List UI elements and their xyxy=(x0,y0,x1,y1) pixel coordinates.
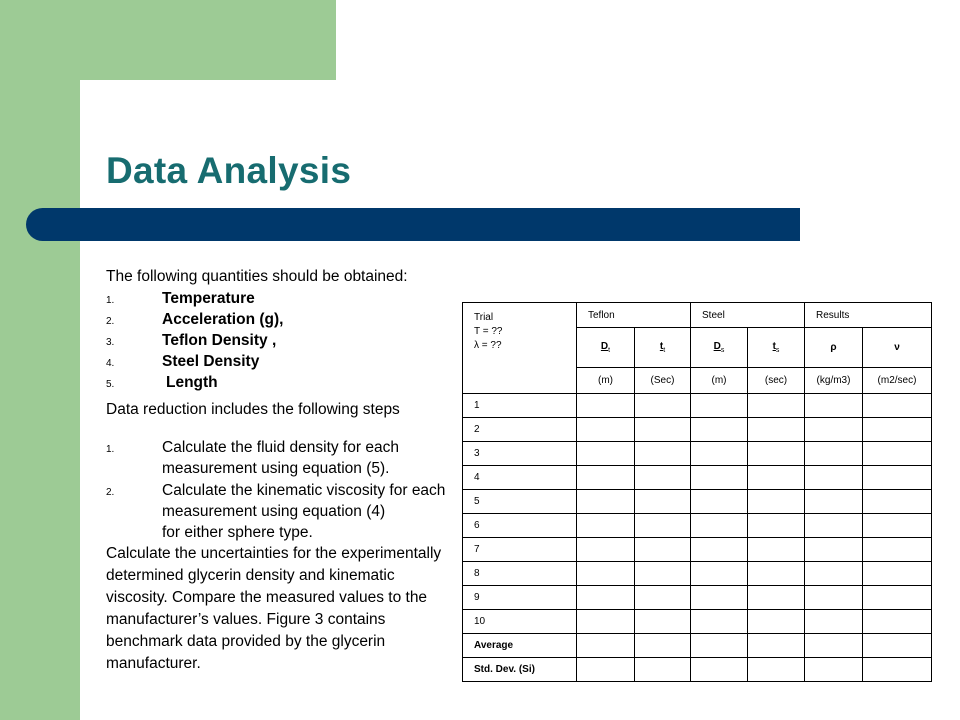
trial-number: 3 xyxy=(463,442,577,466)
step-line: for either sphere type. xyxy=(162,524,313,541)
closing-line: manufacturer’s values. Figure 3 contains xyxy=(106,611,386,628)
closing-line: determined glycerin density and kinematic xyxy=(106,567,395,584)
data-cell[interactable] xyxy=(863,538,932,562)
data-cell[interactable] xyxy=(805,634,863,658)
data-cell[interactable] xyxy=(691,610,748,634)
symbol-rho: ρ xyxy=(830,342,837,353)
quantity-item: Teflon Density , xyxy=(162,332,277,349)
symbol-header xyxy=(577,328,635,368)
data-cell[interactable] xyxy=(635,418,691,442)
symbol-header xyxy=(748,328,805,368)
closing-line: manufacturer. xyxy=(106,655,201,672)
data-cell[interactable] xyxy=(863,658,932,682)
symbol-sub: s xyxy=(720,347,725,354)
data-cell[interactable] xyxy=(691,418,748,442)
unit-header: (m2/sec) xyxy=(863,368,932,394)
group-header-results: Results xyxy=(805,303,932,328)
data-cell[interactable] xyxy=(691,442,748,466)
data-cell[interactable] xyxy=(805,514,863,538)
list-number: 3. xyxy=(106,337,115,348)
closing-line: viscosity. Compare the measured values to the xyxy=(106,589,428,606)
data-cell[interactable] xyxy=(577,394,635,418)
data-cell[interactable] xyxy=(863,490,932,514)
quantity-item: Temperature xyxy=(162,290,255,307)
data-cell[interactable] xyxy=(577,418,635,442)
data-cell[interactable] xyxy=(805,586,863,610)
data-cell[interactable] xyxy=(805,538,863,562)
trial-number: 1 xyxy=(463,394,577,418)
data-cell[interactable] xyxy=(805,418,863,442)
data-cell[interactable] xyxy=(863,586,932,610)
step-line: Calculate the fluid density for each xyxy=(162,439,399,456)
trial-header-cell xyxy=(463,303,577,394)
table-row xyxy=(463,514,932,538)
data-cell[interactable] xyxy=(577,442,635,466)
step-line: measurement using equation (5). xyxy=(162,460,390,477)
data-cell[interactable] xyxy=(635,514,691,538)
symbol-base: D xyxy=(713,341,721,352)
trial-label: Trial xyxy=(474,312,494,323)
symbol-header xyxy=(863,328,932,368)
trial-number: 8 xyxy=(463,562,577,586)
list-number: 1. xyxy=(106,444,115,455)
closing-line: benchmark data provided by the glycerin xyxy=(106,633,386,650)
quantity-item: Length xyxy=(166,374,218,391)
list-number: 2. xyxy=(106,487,115,498)
closing-line: Calculate the uncertainties for the experimentally xyxy=(106,545,442,562)
data-cell[interactable] xyxy=(635,634,691,658)
symbol-header xyxy=(635,328,691,368)
unit-header: (sec) xyxy=(748,368,805,394)
summary-label: Std. Dev. (Si) xyxy=(463,658,577,682)
data-cell[interactable] xyxy=(635,586,691,610)
data-cell[interactable] xyxy=(577,538,635,562)
trial-number: 10 xyxy=(463,610,577,634)
symbol-nu: ν xyxy=(894,342,900,353)
symbol-base: t xyxy=(659,341,664,352)
symbol-base: D xyxy=(600,341,609,352)
data-cell[interactable] xyxy=(748,658,805,682)
symbol-sub: s xyxy=(775,347,780,354)
data-cell[interactable] xyxy=(805,658,863,682)
data-cell[interactable] xyxy=(635,394,691,418)
data-cell[interactable] xyxy=(748,634,805,658)
data-cell[interactable] xyxy=(863,394,932,418)
data-cell[interactable] xyxy=(863,634,932,658)
table-row xyxy=(463,394,932,418)
data-cell[interactable] xyxy=(748,586,805,610)
data-cell[interactable] xyxy=(805,562,863,586)
trial-number: 9 xyxy=(463,586,577,610)
data-cell[interactable] xyxy=(863,514,932,538)
data-cell[interactable] xyxy=(635,538,691,562)
data-cell[interactable] xyxy=(635,610,691,634)
unit-header: (kg/m3) xyxy=(805,368,863,394)
symbol-sub: t xyxy=(608,347,611,354)
data-cell[interactable] xyxy=(691,538,748,562)
data-cell[interactable] xyxy=(748,394,805,418)
data-cell[interactable] xyxy=(805,442,863,466)
symbol-base: t xyxy=(772,341,776,352)
list-number: 5. xyxy=(106,379,115,390)
data-cell[interactable] xyxy=(635,490,691,514)
data-cell[interactable] xyxy=(577,490,635,514)
data-cell[interactable] xyxy=(691,490,748,514)
data-cell[interactable] xyxy=(691,466,748,490)
table-row xyxy=(463,610,932,634)
data-cell[interactable] xyxy=(577,658,635,682)
intro-text: The following quantities should be obtained: xyxy=(106,268,408,285)
data-cell[interactable] xyxy=(748,562,805,586)
summary-row xyxy=(463,634,932,658)
list-number: 1. xyxy=(106,295,115,306)
unit-header: (m) xyxy=(577,368,635,394)
data-cell[interactable] xyxy=(577,466,635,490)
trial-number: 6 xyxy=(463,514,577,538)
data-cell[interactable] xyxy=(577,514,635,538)
data-cell[interactable] xyxy=(691,394,748,418)
data-cell[interactable] xyxy=(748,490,805,514)
data-cell[interactable] xyxy=(863,442,932,466)
data-cell[interactable] xyxy=(748,538,805,562)
data-cell[interactable] xyxy=(691,514,748,538)
trial-number: 4 xyxy=(463,466,577,490)
trial-number: 2 xyxy=(463,418,577,442)
data-cell[interactable] xyxy=(691,658,748,682)
slide-title: Data Analysis xyxy=(106,150,352,191)
unit-header: (Sec) xyxy=(635,368,691,394)
data-cell[interactable] xyxy=(577,562,635,586)
data-cell[interactable] xyxy=(635,442,691,466)
data-cell[interactable] xyxy=(863,610,932,634)
quantity-item: Steel Density xyxy=(162,353,260,370)
data-cell[interactable] xyxy=(805,610,863,634)
left-accent-bar xyxy=(0,0,80,720)
data-cell[interactable] xyxy=(863,562,932,586)
table-row xyxy=(463,418,932,442)
data-cell[interactable] xyxy=(577,610,635,634)
data-cell[interactable] xyxy=(863,418,932,442)
data-cell[interactable] xyxy=(635,466,691,490)
list-number: 4. xyxy=(106,358,115,369)
symbol-header xyxy=(805,328,863,368)
trial-number: 5 xyxy=(463,490,577,514)
symbol-header xyxy=(691,328,748,368)
step-line: measurement using equation (4) xyxy=(162,503,386,520)
data-cell[interactable] xyxy=(691,634,748,658)
summary-label: Average xyxy=(463,634,577,658)
unit-header: (m) xyxy=(691,368,748,394)
data-cell[interactable] xyxy=(748,610,805,634)
data-cell[interactable] xyxy=(635,658,691,682)
data-cell[interactable] xyxy=(748,418,805,442)
trial-number: 7 xyxy=(463,538,577,562)
temperature-label: T = ?? xyxy=(474,326,503,337)
title-underline-bar xyxy=(26,208,800,241)
table-row xyxy=(463,442,932,466)
summary-row xyxy=(463,658,932,682)
lambda-label: λ = ?? xyxy=(474,340,502,351)
data-cell[interactable] xyxy=(863,466,932,490)
data-cell[interactable] xyxy=(748,466,805,490)
reduction-intro: Data reduction includes the following steps xyxy=(106,401,400,418)
table-row xyxy=(463,586,932,610)
group-header-teflon: Teflon xyxy=(577,303,691,328)
data-cell[interactable] xyxy=(748,514,805,538)
data-cell[interactable] xyxy=(748,442,805,466)
list-number: 2. xyxy=(106,316,115,327)
table-row xyxy=(463,562,932,586)
data-rows xyxy=(463,394,932,682)
top-accent-block xyxy=(80,0,336,80)
table-row xyxy=(463,466,932,490)
data-cell[interactable] xyxy=(805,466,863,490)
data-cell[interactable] xyxy=(577,634,635,658)
table-row xyxy=(463,538,932,562)
data-cell[interactable] xyxy=(577,586,635,610)
data-cell[interactable] xyxy=(691,562,748,586)
group-header-steel: Steel xyxy=(691,303,805,328)
data-cell[interactable] xyxy=(805,490,863,514)
data-cell[interactable] xyxy=(635,562,691,586)
data-cell[interactable] xyxy=(805,394,863,418)
table-row xyxy=(463,490,932,514)
step-line: Calculate the kinematic viscosity for each xyxy=(162,482,446,499)
symbol-sub: t xyxy=(663,347,666,354)
data-cell[interactable] xyxy=(691,586,748,610)
data-table xyxy=(462,302,932,682)
quantity-item: Acceleration (g), xyxy=(162,311,284,328)
